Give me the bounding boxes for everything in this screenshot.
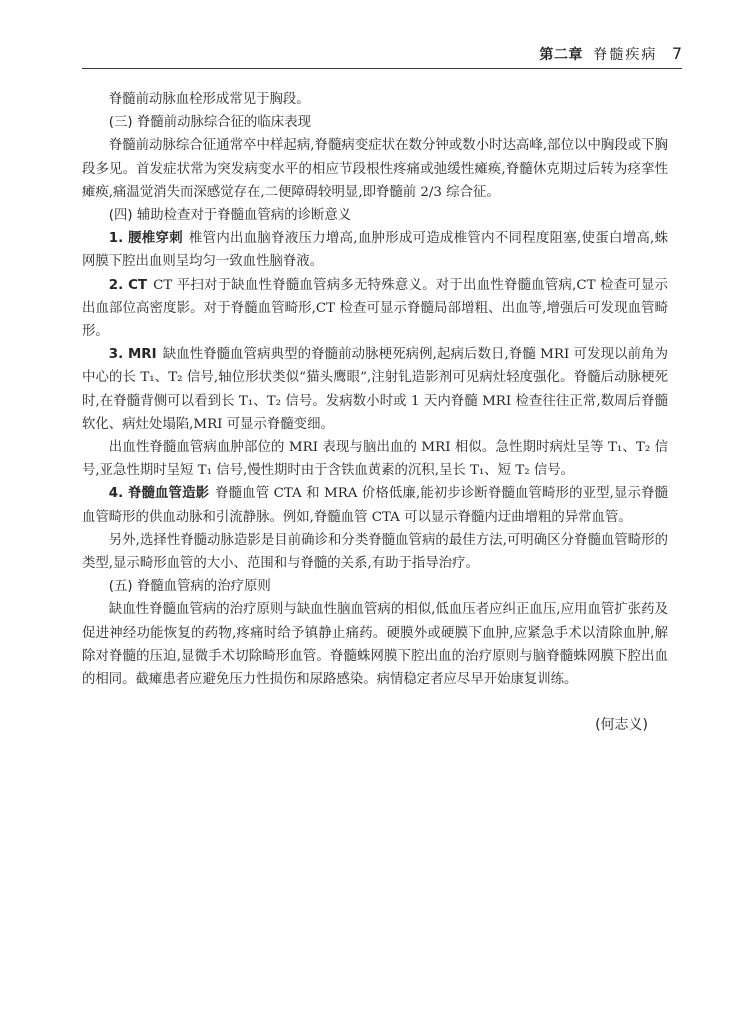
item-text-mri: 缺血性脊髓血管病典型的脊髓前动脉梗死病例,起病后数日,脊髓 MRI 可发现以前角为中心的长 T₁、T₂ 信号,轴位形状类似“猫头鹰眼”,注射钆造影剂可见病灶轻度强化。脊髓后动脉梗死时,在脊髓背侧可以看到长 T₁、T₂ 信号。发病数小时或 1 天内脊髓 MRI 检查往往正常,数周后脊髓软化、病灶处塌陷,MRI 可显示脊髓变细。: [82, 347, 669, 432]
item-text-lumbar-puncture: 椎管内出血脑脊液压力增高,血肿形成可造成椎管内不同程度阻塞,使蛋白增高,蛛网膜下腔出血则呈均匀一致血性脑脊液。: [82, 231, 668, 270]
item-text-ct: CT 平扫对于缺血性脊髓血管病多无特殊意义。对于出血性脊髓血管病,CT 检查可显示出血部位高密度影。对于脊髓血管畸形,CT 检查可显示脊髓局部增粗、出血等,增强后可发现血管畸形。: [82, 277, 669, 340]
paragraph-mri: [82, 343, 668, 436]
section-heading-clinical: (三) 脊髓前动脉综合征的临床表现: [108, 115, 311, 131]
header-right: [539, 44, 682, 64]
main-text: [82, 88, 668, 691]
item-label-mri: 3. MRI: [108, 347, 157, 363]
item-label-angiography: 4. 脊髓血管造影: [108, 486, 210, 502]
paragraph-intro: 脊髓前动脉血栓形成常见于胸段。: [108, 92, 310, 107]
section-heading-treatment: (五) 脊髓血管病的治疗原则: [108, 579, 271, 595]
paragraph-dsa: 另外,选择性脊髓动脉造影是目前确诊和分类脊髓血管病的最佳方法,可明确区分脊髓血管畸形的类型,显示畸形血管的大小、范围和与脊髓的关系,有助于指导治疗。: [82, 532, 668, 572]
paragraph-lumbar-puncture: [82, 227, 668, 273]
paragraph-angiography: [82, 482, 668, 528]
item-label-ct: 2. CT: [108, 277, 148, 293]
paragraph-ct: [82, 274, 668, 344]
chapter-title: 脊髓疾病: [593, 47, 658, 63]
item-text-angiography: 脊髓血管 CTA 和 MRA 价格低廉,能初步诊断脊髓血管畸形的亚型,显示脊髓血管畸形的供血动脉和引流静脉。例如,脊髓血管 CTA 可以显示脊髓内迂曲增粗的异常血管。: [82, 486, 668, 525]
running-header: [82, 38, 682, 69]
section-heading-aux-exam: (四) 辅助检查对于脊髓血管病的诊断意义: [108, 208, 352, 224]
paragraph-hemorrhage-mri: 出血性脊髓血管病血肿部位的 MRI 表现与脑出血的 MRI 相似。急性期时病灶呈等 T₁、T₂ 信号,亚急性期时呈短 T₁ 信号,慢性期时由于含铁血黄素的沉积,呈长 T₁、短 T₂ 信号。: [82, 440, 668, 479]
chapter-label: 第二章: [539, 47, 583, 63]
page-number: 7: [671, 44, 682, 63]
paragraph-treatment: 缺血性脊髓血管病的治疗原则与缺血性脑血管病的相似,低血压者应纠正血压,应用血管扩张药及促进神经功能恢复的药物,疼痛时给予镇静止痛药。硬膜外或硬膜下血肿,应紧急手术以清除血肿,解除对脊髓的压迫,显微手术切除畸形血管。脊髓蛛网膜下腔出血的治疗原则与脑脊髓蛛网膜下腔出血的相同。截瘫患者应避免压力性损伤和尿路感染。病情稳定者应尽早开始康复训练。: [82, 602, 668, 688]
item-label-lumbar-puncture: 1. 腰椎穿刺: [108, 231, 183, 247]
paragraph-clinical: 脊髓前动脉综合征通常卒中样起病,脊髓病变症状在数分钟或数小时达高峰,部位以中胸段或下胸段多见。首发症状常为突发病变水平的相应节段根性疼痛或弛缓性瘫痪,脊髓休克期过后转为痉挛性瘫痪,痛温觉消失而深感觉存在,二便障碍较明显,即脊髓前 2/3 综合征。: [82, 138, 668, 200]
author-signature: (何志义): [595, 717, 648, 733]
